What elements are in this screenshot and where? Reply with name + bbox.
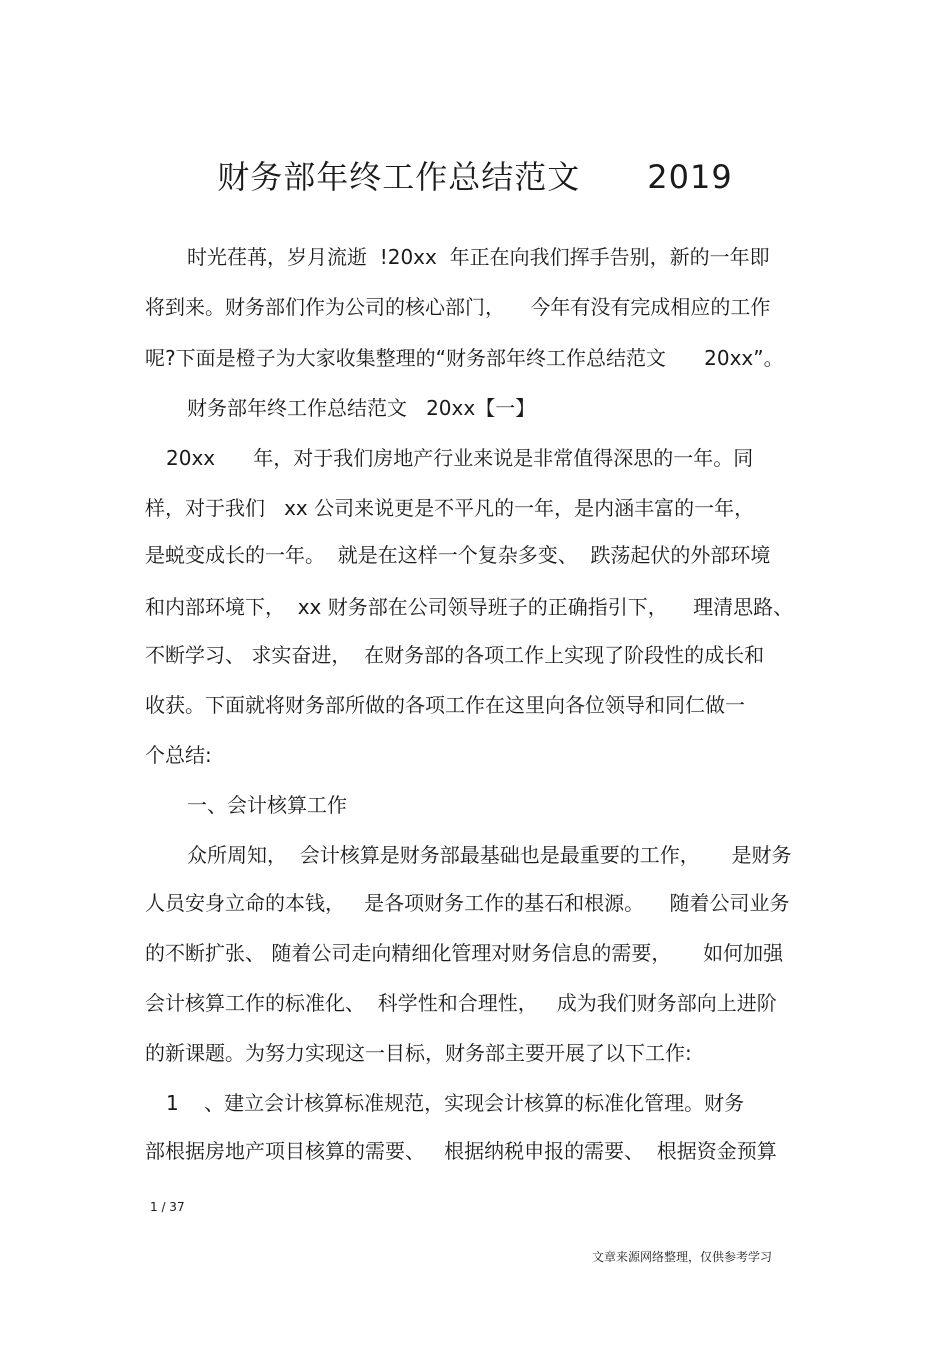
section-heading: 财务部年终工作总结范文 20xx【一】 [187, 396, 536, 420]
paragraph-line: 呢?下面是橙子为大家收集整理的“财务部年终工作总结范文 20xx”。 [145, 346, 784, 370]
footer-note: 文章来源网络整理，仅供参考学习 [592, 1250, 773, 1264]
section-heading: 一、会计核算工作 [187, 793, 347, 817]
paragraph-line: 收获。下面就将财务部所做的各项工作在这里向各位领导和同仁做一 [145, 693, 745, 717]
paragraph-line: 时光荏苒，岁月流逝 !20xx 年正在向我们挥手告别，新的一年即 [187, 245, 770, 269]
paragraph-line: 部根据房地产项目核算的需要、 根据纳税申报的需要、 根据资金预算 [145, 1139, 777, 1163]
paragraph-line: 的不断扩张、 随着公司走向精细化管理对财务信息的需要， 如何加强 [145, 941, 784, 965]
paragraph-line: 不断学习、 求实奋进， 在财务部的各项工作上实现了阶段性的成长和 [145, 643, 765, 667]
page-number: 1 / 37 [150, 1200, 185, 1214]
paragraph-line: 1 、建立会计核算标准规范，实现会计核算的标准化管理。财务 [166, 1091, 745, 1115]
paragraph-line: 是蜕变成长的一年。 就是在这样一个复杂多变、 跌荡起伏的外部环境 [145, 543, 771, 567]
paragraph-line: 的新课题。为努力实现这一目标，财务部主要开展了以下工作: [145, 1041, 692, 1065]
paragraph-line: 人员安身立命的本钱， 是各项财务工作的基石和根源。 随着公司业务 [145, 891, 790, 915]
paragraph-line: 将到来。财务部们作为公司的核心部门， 今年有没有完成相应的工作 [145, 295, 771, 319]
paragraph-line: 会计核算工作的标准化、 科学性和合理性， 成为我们财务部向上进阶 [145, 991, 777, 1015]
paragraph-line: 和内部环境下， xx 财务部在公司领导班子的正确指引下， 理清思路、 [145, 595, 794, 619]
paragraph-line: 众所周知， 会计核算是财务部最基础也是最重要的工作， 是财务 [187, 843, 792, 867]
paragraph-line: 样，对于我们 xx 公司来说更是不平凡的一年，是内涵丰富的一年， [145, 496, 755, 520]
document-title: 财务部年终工作总结范文 2019 [217, 158, 733, 196]
paragraph-line: 20xx 年，对于我们房地产行业来说是非常值得深思的一年。同 [166, 446, 754, 470]
paragraph-line: 个总结: [145, 743, 212, 767]
